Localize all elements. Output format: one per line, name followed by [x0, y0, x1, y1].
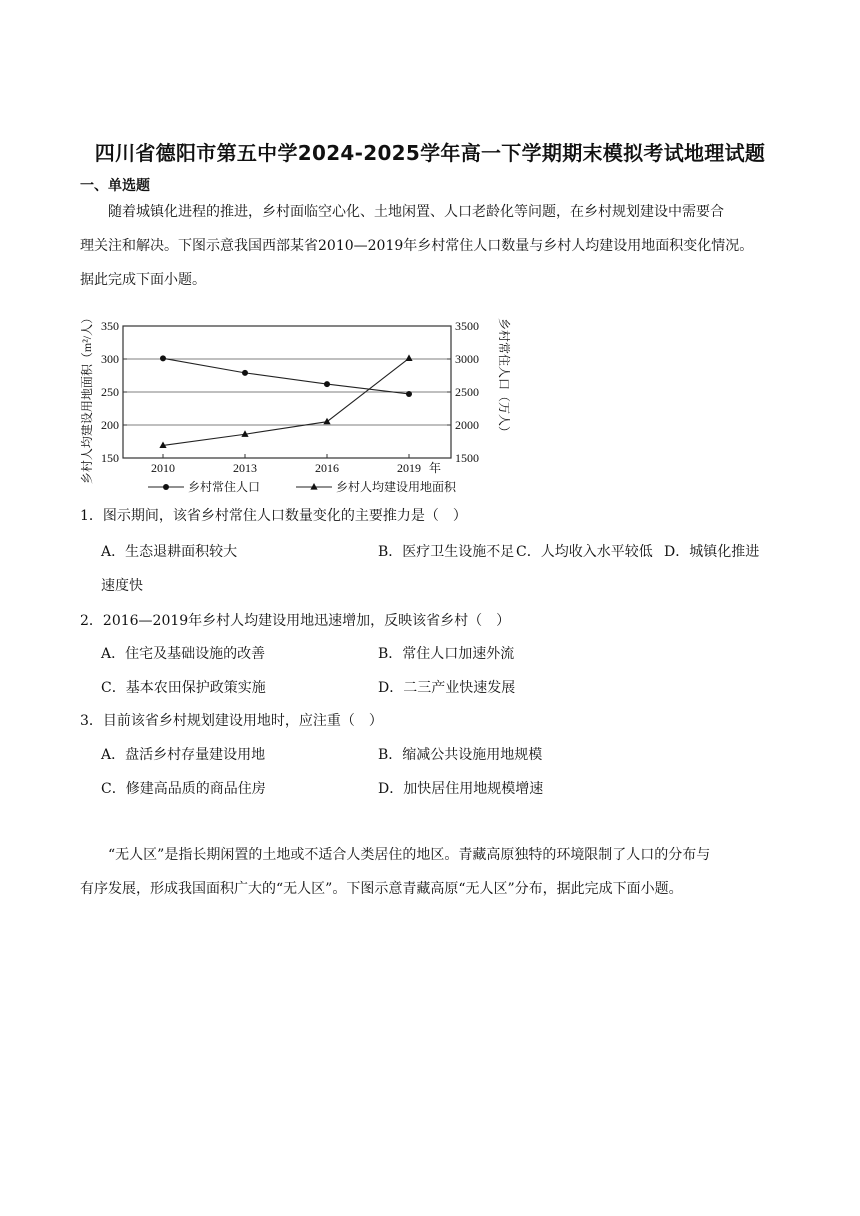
question-3-option-d[interactable]: D．加快居住用地规模增速: [378, 781, 544, 797]
series-1-point: [242, 370, 248, 376]
legend-marker-1: [163, 484, 169, 490]
question-1-option-b[interactable]: B．医疗卫生设施不足: [378, 544, 515, 560]
legend-label-1: 乡村常住人口: [188, 480, 261, 494]
question-3-option-a[interactable]: A．盘活乡村存量建设用地: [101, 747, 266, 763]
x-tick-label: 2010: [151, 461, 175, 475]
series-1-point: [324, 381, 330, 387]
series-2-point: [405, 354, 412, 361]
series-line-1: [163, 358, 409, 394]
legend-label-2: 乡村人均建设用地面积: [336, 480, 457, 494]
question-3-stem: 3．目前该省乡村规划建设用地时，应注重（ ）: [80, 713, 383, 729]
question-1-stem: 1．图示期间，该省乡村常住人口数量变化的主要推力是（ ）: [80, 508, 467, 524]
y-right-tick-label: 2500: [455, 385, 479, 399]
series-line-2: [163, 358, 409, 445]
passage-1-line: 随着城镇化进程的推进，乡村面临空心化、土地闲置、人口老龄化等问题，在乡村规划建设中需要合: [108, 204, 724, 220]
y-left-tick-label: 350: [101, 319, 119, 333]
x-tick-label: 2019: [397, 461, 421, 475]
question-1-option-d[interactable]: D．城镇化推进: [664, 544, 760, 560]
question-2-option-a[interactable]: A．住宅及基础设施的改善: [101, 646, 266, 662]
passage-1-line: 据此完成下面小题。: [80, 272, 206, 288]
x-axis-unit: 年: [428, 461, 442, 475]
y-right-axis-title: 乡村常住人口（万人）: [497, 317, 511, 439]
passage-1-line: 理关注和解决。下图示意我国西部某省2010—2019年乡村常住人口数量与乡村人均建设用地面积变化情况。: [80, 238, 754, 254]
passage-2-line: 有序发展，形成我国面积广大的“无人区”。下图示意青藏高原“无人区”分布，据此完成下面小题。: [80, 881, 683, 897]
y-right-tick-label: 3000: [455, 352, 479, 366]
y-left-tick-label: 250: [101, 385, 119, 399]
section-heading: 一、单选题: [80, 178, 150, 194]
passage-2-line: “无人区”是指长期闲置的土地或不适合人类居住的地区。青藏高原独特的环境限制了人口的分布与: [108, 847, 711, 863]
series-1-point: [160, 355, 166, 361]
y-left-tick-label: 300: [101, 352, 119, 366]
y-left-tick-label: 200: [101, 418, 119, 432]
question-3-option-c[interactable]: C．修建高品质的商品住房: [101, 781, 266, 797]
question-1-option-c[interactable]: C．人均收入水平较低: [516, 544, 653, 560]
question-2-option-d[interactable]: D．二三产业快速发展: [378, 680, 516, 696]
question-1-option-a[interactable]: A．生态退耕面积较大: [101, 544, 238, 560]
x-tick-label: 2013: [233, 461, 257, 475]
series-1-point: [406, 391, 412, 397]
passage-1: [80, 195, 785, 297]
series-2-point: [323, 418, 330, 425]
question-2-stem: 2．2016—2019年乡村人均建设用地迅速增加，反映该省乡村（ ）: [80, 613, 511, 629]
page-title: 四川省德阳市第五中学2024-2025学年高一下学期期末模拟考试地理试题: [94, 141, 766, 165]
question-1-option-d-wrap: 速度快: [101, 578, 143, 594]
legend-marker-2: [310, 483, 317, 490]
y-left-tick-label: 150: [101, 451, 119, 465]
y-right-tick-label: 2000: [455, 418, 479, 432]
question-2-option-b[interactable]: B．常住人口加速外流: [378, 646, 515, 662]
line-chart: [78, 308, 518, 498]
passage-2: [80, 838, 785, 906]
x-tick-label: 2016: [315, 461, 339, 475]
y-left-axis-title: 乡村人均建设用地面积（m²/人）: [80, 311, 94, 485]
question-3-option-b[interactable]: B．缩减公共设施用地规模: [378, 747, 543, 763]
question-2-option-c[interactable]: C．基本农田保护政策实施: [101, 680, 266, 696]
y-right-tick-label: 3500: [455, 319, 479, 333]
y-right-tick-label: 1500: [455, 451, 479, 465]
